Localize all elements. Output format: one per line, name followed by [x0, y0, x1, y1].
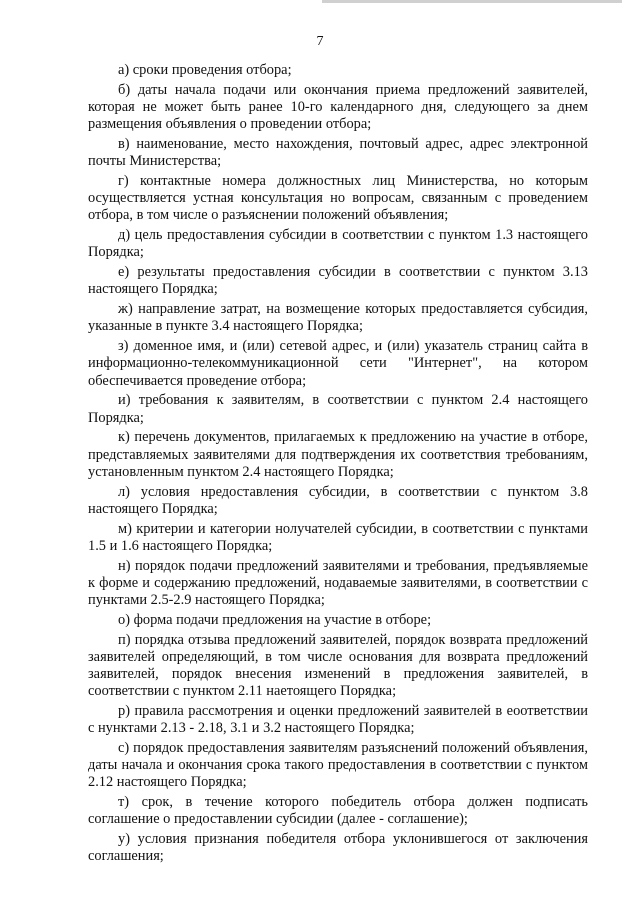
paragraph-m: м) критерии и категории нолучателей субсидии, в соответствии с пунктами 1.5 и 1.6 настоящего Порядка; [88, 520, 588, 554]
paragraph-e: е) результаты предоставления субсидии в соответствии с пунктом 3.13 настоящего Порядка; [88, 264, 588, 298]
paragraph-g: г) контактные номера должностных лиц Министерства, но которым осуществляется устная консультация но вопросам, связанным с проведением отбора, в том числе о разъяснении положений объявления; [88, 173, 588, 224]
paragraph-n: н) порядок подачи предложений заявителями и требования, предъявляемые к форме и содержанию предложений, нодаваемые заявителями, в соответствии с пунктами 2.5-2.9 настоящего Порядка; [88, 557, 588, 609]
paragraph-v: в) наименование, место нахождения, почтовый адрес, адрес электронной почты Министерства; [88, 136, 588, 170]
document-body [88, 62, 588, 868]
page-number: 7 [316, 34, 324, 49]
paragraph-l: л) условия нредоставления субсидии, в соответствии с пунктом 3.8 настоящего Порядка; [88, 483, 588, 517]
paragraph-o: о) форма подачи предложения на участие в отборе; [118, 611, 432, 628]
paragraph-u: у) условия признания победителя отбора уклонившегося от заключения соглашения; [88, 831, 588, 865]
paragraph-z: з) доменное имя, и (или) сетевой адрес, и (или) указатель страниц сайта в информационно-телекоммуникационной сети "Интернет", на котором обеспечивается проведение отбора; [88, 338, 588, 389]
paragraph-t: т) срок, в течение которого победитель отбора должен подписать соглашение о предоставлении субсидии (далее - соглашение); [88, 794, 588, 828]
paragraph-i: и) требования к заявителям, в соответствии с пунктом 2.4 настоящего Порядка; [88, 392, 588, 426]
paragraph-zh: ж) направление затрат, на возмещение которых предоставляется субсидия, указанные в пункте 3.4 настоящего Порядка; [88, 301, 588, 335]
paragraph-d: д) цель предоставления субсидии в соответствии с пунктом 1.3 настоящего Порядка; [88, 227, 588, 261]
paragraph-p: п) порядка отзыва предложений заявителей, порядок возврата предложений заявителей определяющий, в том числе основания для возврата предложений заявителей, порядок внесения изменений в предложения заявителей, в соответствии с пунктом 2.11 наетоящего Порядка; [88, 631, 588, 700]
paragraph-b: б) даты начала подачи или окончания приема предложений заявителей, которая не может быть ранее 10-го календарного дня, следующего за днем размещения объявления о проведении отбора; [88, 81, 588, 133]
paragraph-k: к) перечень документов, прилагаемых к предложению на участие в отборе, представляемых заявителями для подтверждения их соответствия требованиям, установленным пунктом 2.4 настоящего Порядка; [88, 429, 588, 480]
paragraph-a: а) сроки проведения отбора; [118, 62, 292, 78]
scan-edge-mark [322, 0, 622, 3]
paragraph-r: р) правила рассмотрения и оценки предложений заявителей в еоответствии с нунктами 2.13 - 2.18, 3.1 и 3.2 настоящего Порядка; [88, 703, 588, 737]
paragraph-s: с) порядок предоставления заявителям разъяснений положений объявления, даты начала и окончания срока такого предоставления в соответствии с пунктом 2.12 настоящего Порядка; [88, 740, 588, 791]
